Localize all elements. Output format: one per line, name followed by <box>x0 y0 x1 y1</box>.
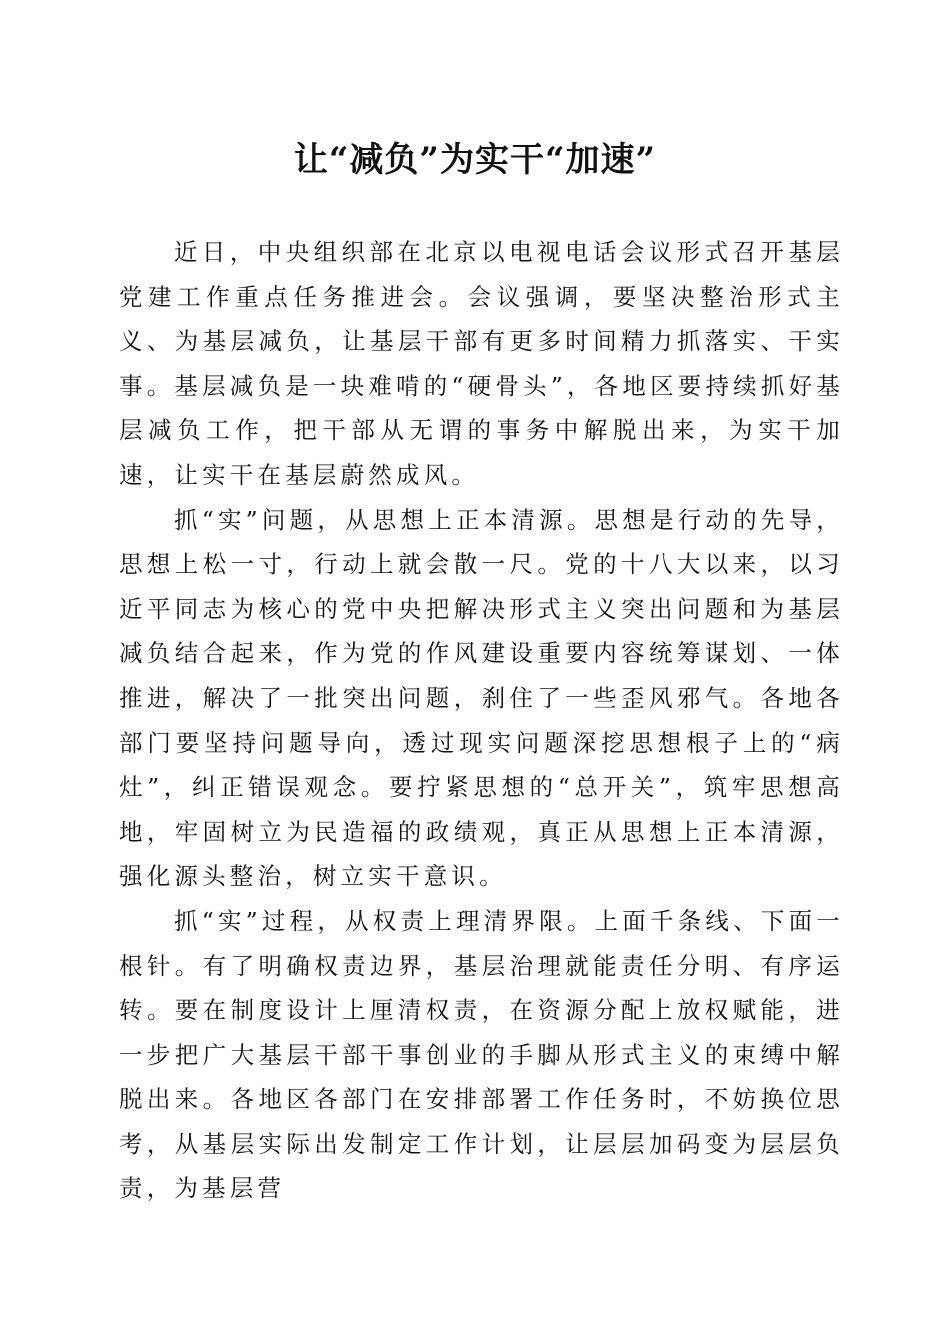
document-body <box>119 230 844 1211</box>
paragraph-process: 抓“实”过程，从权责上理清界限。上面千条线、下面一根针。有了明确权责边界，基层治理就能责任分明、有序运转。要在制度设计上厘清权责，在资源分配上放权赋能，进一步把广大基层干部干事创业的手脚从形式主义的束缚中解脱出来。各地区各部门在安排部署工作任务时，不妨换位思考，从基层实际出发制定工作计划，让层层加码变为层层负责，为基层营 <box>119 906 844 1203</box>
paragraph-problem: 抓“实”问题，从思想上正本清源。思想是行动的先导，思想上松一寸，行动上就会散一尺。党的十八大以来，以习近平同志为核心的党中央把解决形式主义突出问题和为基层减负结合起来，作为党的作风建设重要内容统筹谋划、一体推进，解决了一批突出问题，刹住了一些歪风邪气。各地各部门要坚持问题导向，透过现实问题深挖思想根子上的“病灶”，纠正错误观念。要拧紧思想的“总开关”，筑牢思想高地，牢固树立为民造福的政绩观，真正从思想上正本清源，强化源头整治，树立实干意识。 <box>119 505 844 891</box>
document-title: 让“减负”为实干“加速” <box>293 140 657 180</box>
paragraph-intro: 近日，中央组织部在北京以电视电话会议形式召开基层党建工作重点任务推进会。会议强调，要坚决整治形式主义、为基层减负，让基层干部有更多时间精力抓落实、干实事。基层减负是一块难啃的“硬骨头”，各地区要持续抓好基层减负工作，把干部从无谓的事务中解脱出来，为实干加速，让实干在基层蔚然成风。 <box>119 238 844 489</box>
